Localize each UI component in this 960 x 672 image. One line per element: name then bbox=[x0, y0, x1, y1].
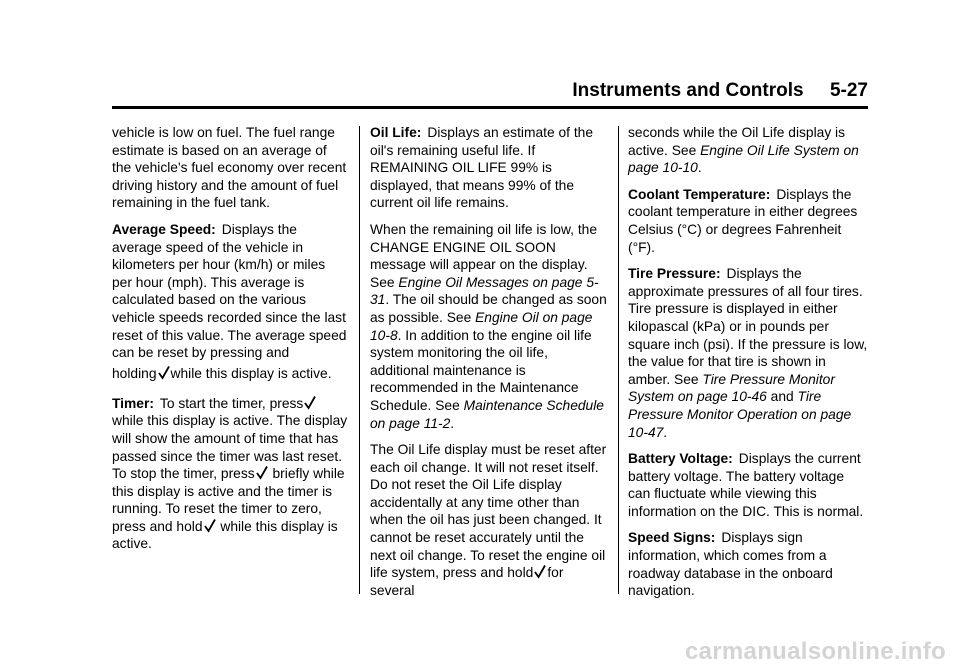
column-divider bbox=[618, 126, 619, 594]
battery-term: Battery Voltage: bbox=[628, 451, 733, 467]
average-speed-text: Displays the average speed of the vehicle in kilometers per hour (km/h) or miles per hour (mph). This average is calculated based on the various vehicle speeds recorded since the last reset of this value. The average speed can be reset by pressing and bbox=[112, 221, 347, 361]
checkmark-icon bbox=[204, 518, 216, 533]
timer-term: Timer: bbox=[112, 395, 154, 411]
coolant-text: Displays the coolant temperature in either degrees Celsius (°C) or degrees Fahrenheit (°F). bbox=[628, 186, 858, 255]
page-title: Instruments and Controls 5-27 bbox=[572, 80, 868, 101]
column-1 bbox=[112, 124, 348, 562]
tire-pressure-paragraph bbox=[628, 265, 868, 441]
coolant-temperature-paragraph bbox=[628, 186, 868, 256]
oil-cont-text-b: . bbox=[697, 160, 702, 176]
average-speed-tail: while this display is active. bbox=[170, 365, 332, 381]
engine-oil-link[interactable]: Engine Oil on page 10-8 bbox=[370, 309, 593, 343]
checkmark-icon bbox=[256, 465, 268, 480]
fuel-range-continued: vehicle is low on fuel. The fuel range estimate is based on an average of the vehicle's fuel economy over recent driving history and the amount of fuel remaining in the fuel tank. bbox=[112, 125, 347, 211]
oil-life-reset-paragraph bbox=[370, 441, 608, 599]
timer-text-1: To start the timer, press bbox=[159, 395, 304, 411]
battery-voltage-paragraph bbox=[628, 450, 868, 520]
oil-low-text-b: . The oil should be changed as soon as possible. See bbox=[370, 292, 607, 325]
column-divider bbox=[359, 126, 360, 594]
oil-low-text-d: . bbox=[450, 415, 455, 431]
timer-paragraph bbox=[112, 395, 348, 553]
oil-life-paragraph bbox=[370, 124, 608, 212]
speed-signs-text: Displays sign information, which comes from a roadway database in the onboard navigation. bbox=[628, 530, 833, 599]
tire-and: and bbox=[770, 389, 794, 405]
tire-end: . bbox=[663, 424, 668, 440]
oil-reset-text-b: for several bbox=[370, 565, 564, 598]
oil-life-continued bbox=[628, 124, 868, 177]
coolant-term: Coolant Temperature: bbox=[628, 186, 771, 202]
maintenance-schedule-link[interactable]: Maintenance Schedule on page 11-2 bbox=[370, 397, 604, 431]
tire-text: Displays the approximate pressures of all four tires. Tire pressure is displayed in either kilopascal (kPa) or in pounds per square inch (psi). If the pressure is low, the value for that tire is shown in amber. See bbox=[628, 266, 868, 387]
oil-reset-text-a: The Oil Life display must be reset after each oil change. It will not reset itself. Do not reset the Oil Life display accidentally at any time other than when the oil has just been changed. It cannot be reset accurately until the next oil change. To reset the engine oil life system, press and hold bbox=[370, 442, 607, 581]
tire-pressure-monitor-operation-link[interactable]: Tire Pressure Monitor Operation on page 10-47 bbox=[628, 389, 852, 440]
oil-life-low-paragraph bbox=[370, 221, 608, 432]
engine-oil-life-system-link[interactable]: Engine Oil Life System on page 10-10 bbox=[628, 142, 859, 176]
average-speed-hold: holding bbox=[112, 365, 157, 381]
timer-text-2: while this display is active. The display will show the amount of time that has passed since the timer was last reset. To stop the timer, press bbox=[112, 413, 348, 482]
column-2 bbox=[370, 124, 608, 608]
speed-signs-paragraph bbox=[628, 529, 868, 599]
checkmark-icon bbox=[534, 564, 546, 579]
engine-oil-messages-link[interactable]: Engine Oil Messages on page 5-31 bbox=[370, 274, 599, 308]
speed-signs-term: Speed Signs: bbox=[628, 530, 716, 546]
watermark: carmanualsonline.info bbox=[684, 638, 946, 665]
timer-text-4: while this display is active. bbox=[112, 518, 338, 552]
oil-life-text: Displays an estimate of the oil's remaining useful life. If REMAINING OIL LIFE 99% is displayed, that means 99% of the current oil life remains. bbox=[370, 125, 594, 211]
checkmark-icon bbox=[158, 365, 170, 380]
oil-low-text-a: When the remaining oil life is low, the CHANGE ENGINE OIL SOON message will appear on the display. See bbox=[370, 221, 597, 290]
battery-text: Displays the current battery voltage. The battery voltage can fluctuate while viewing this information on the DIC. This is normal. bbox=[628, 451, 864, 519]
checkmark-icon bbox=[304, 395, 316, 410]
tire-pressure-monitor-system-link[interactable]: Tire Pressure Monitor System on page 10-46 bbox=[628, 371, 835, 405]
column-3 bbox=[628, 124, 868, 609]
tire-term: Tire Pressure: bbox=[628, 266, 721, 282]
average-speed-paragraph bbox=[112, 221, 348, 386]
oil-cont-text-a: seconds while the Oil Life display is active. See bbox=[628, 125, 846, 158]
timer-text-3: briefly while this display is active and the timer is running. To reset the timer to zero, press and hold bbox=[112, 466, 345, 534]
average-speed-term: Average Speed: bbox=[112, 221, 216, 237]
oil-life-term: Oil Life: bbox=[370, 125, 422, 140]
header-rule bbox=[112, 106, 868, 109]
oil-low-text-c: . In addition to the engine oil life system monitoring the oil life, additional maintenance is recommended in the Maintenance Schedule. See bbox=[370, 327, 592, 413]
